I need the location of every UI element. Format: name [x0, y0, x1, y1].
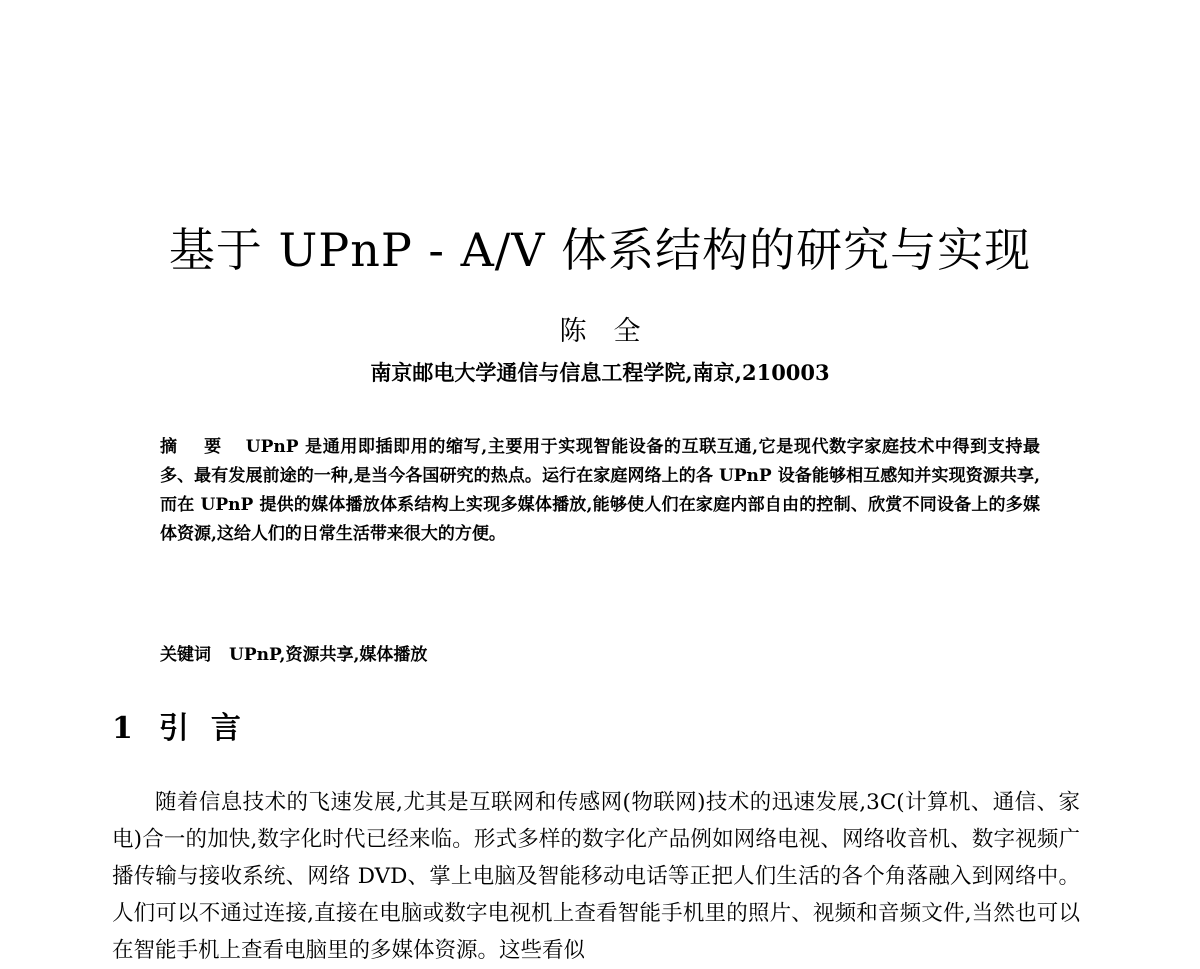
keywords: [160, 641, 1040, 670]
abstract-text: UPnP 是通用即插即用的缩写,主要用于实现智能设备的互联互通,它是现代数字家庭技术中得到支持最多、最有发展前途的一种,是当今各国研究的热点。运行在家庭网络上的各 UPnP 设备能够相互感知并实现资源共享,而在 UPnP 提供的媒体播放体系结构上实现多媒体播放,能够使人们在家庭内部自由的控制、欣赏不同设备上的多媒体资源,这给人们的日常生活带来很大的方便。: [160, 437, 1040, 544]
section-number: 1: [112, 711, 133, 746]
keywords-label: 关键词: [160, 645, 211, 665]
section-title: 引言: [158, 711, 263, 746]
keywords-text: UPnP,资源共享,媒体播放: [229, 645, 428, 665]
paper-title: 基于 UPnP - A/V 体系结构的研究与实现: [168, 223, 1032, 277]
author-affiliation: 南京邮电大学通信与信息工程学院,南京,210003: [370, 360, 830, 385]
section-heading-introduction: [112, 707, 263, 751]
abstract-label: 摘 要: [160, 437, 232, 457]
author-name: 陈 全: [559, 316, 641, 347]
abstract: [160, 433, 1040, 549]
body-paragraph: 随着信息技术的飞速发展,尤其是互联网和传感网(物联网)技术的迅速发展,3C(计算机、通信、家电)合一的加快,数字化时代已经来临。形式多样的数字化产品例如网络电视、网络收音机、数字视频广播传输与接收系统、网络 DVD、掌上电脑及智能移动电话等正把人们生活的各个角落融入到网络中。人们可以不通过连接,直接在电脑或数字电视机上查看智能手机里的照片、视频和音频文件,当然也可以在智能手机上查看电脑里的多媒体资源。这些看似: [112, 790, 1080, 963]
